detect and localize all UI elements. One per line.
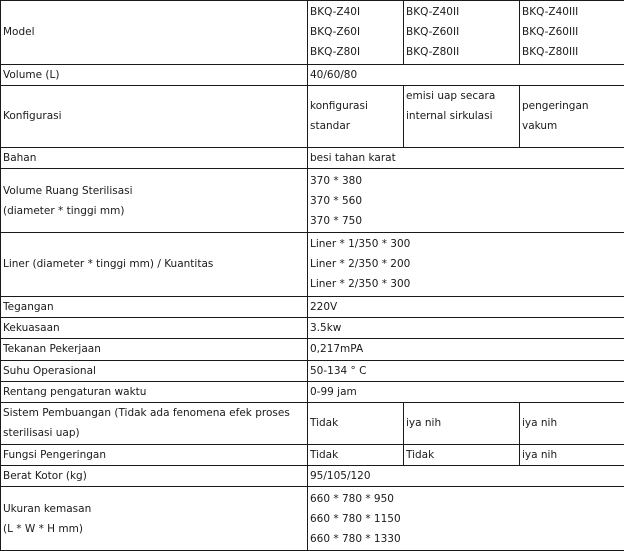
model-col2-line: BKQ-Z60II [406, 26, 460, 39]
ruang-value: 370 * 560 [310, 194, 363, 207]
ruang-label-line: (diameter * tinggi mm) [3, 204, 125, 217]
pembuangan-label-text: Sistem Pembuangan (Tidak ada fenomena efek proses sterilisasi uap) [3, 407, 290, 440]
konfigurasi-label: Konfigurasi [1, 86, 308, 148]
row-tegangan [1, 296, 624, 317]
model-col3 [520, 1, 624, 65]
row-pengeringan [1, 444, 624, 465]
kekuasaan-value: 3.5kw [308, 317, 624, 338]
row-model [1, 1, 624, 65]
model-col1-line: BKQ-Z60I [310, 26, 361, 39]
row-bahan [1, 147, 624, 168]
konfigurasi-col1-text: konfigurasi standar [310, 100, 368, 133]
row-volume [1, 64, 624, 85]
liner-value: Liner * 1/350 * 300 [310, 238, 411, 251]
suhu-label: Suhu Operasional [1, 360, 308, 381]
konfigurasi-col3-text: pengeringan vakum [522, 100, 589, 133]
pembuangan-col2: iya nih [404, 403, 520, 445]
berat-value: 95/105/120 [308, 465, 624, 486]
kekuasaan-label: Kekuasaan [1, 317, 308, 338]
pembuangan-label [1, 403, 308, 445]
rentang-label: Rentang pengaturan waktu [1, 381, 308, 402]
bahan-label: Bahan [1, 147, 308, 168]
liner-value: Liner * 2/350 * 300 [310, 278, 411, 291]
konfigurasi-col3 [520, 86, 624, 148]
pengeringan-col3: iya nih [520, 444, 624, 465]
tekanan-value: 0,217mPA [308, 339, 624, 360]
tegangan-value: 220V [308, 296, 624, 317]
liner-values [308, 232, 624, 296]
pembuangan-col3: iya nih [520, 403, 624, 445]
konfigurasi-col2-text: emisi uap secara internal sirkulasi [406, 90, 496, 123]
row-suhu [1, 360, 624, 381]
liner-label: Liner (diameter * tinggi mm) / Kuantitas [1, 232, 308, 296]
model-col3-line: BKQ-Z60III [522, 26, 579, 39]
model-col3-line: BKQ-Z80III [522, 46, 579, 59]
ukuran-value: 660 * 780 * 1330 [310, 532, 401, 545]
rentang-value: 0-99 jam [308, 381, 624, 402]
volume-label: Volume (L) [1, 64, 308, 85]
row-rentang [1, 381, 624, 402]
volume-value: 40/60/80 [308, 64, 624, 85]
row-konfigurasi [1, 86, 624, 148]
model-col3-line: BKQ-Z40III [522, 6, 579, 19]
ruang-value: 370 * 750 [310, 214, 363, 227]
ruang-values [308, 169, 624, 233]
pengeringan-label: Fungsi Pengeringan [1, 444, 308, 465]
ruang-label [1, 169, 308, 233]
ukuran-label-line: Ukuran kemasan [3, 502, 92, 515]
row-pembuangan [1, 403, 624, 445]
row-berat [1, 465, 624, 486]
model-label: Model [1, 1, 308, 65]
pembuangan-col1: Tidak [308, 403, 404, 445]
row-liner [1, 232, 624, 296]
ruang-value: 370 * 380 [310, 174, 363, 187]
ukuran-values [308, 487, 624, 551]
bahan-value: besi tahan karat [308, 147, 624, 168]
row-ukuran [1, 487, 624, 551]
row-ruang [1, 169, 624, 233]
row-kekuasaan [1, 317, 624, 338]
ruang-label-line: Volume Ruang Sterilisasi [3, 184, 133, 197]
konfigurasi-col1 [308, 86, 404, 148]
tegangan-label: Tegangan [1, 296, 308, 317]
model-col2-line: BKQ-Z40II [406, 6, 460, 19]
berat-label: Berat Kotor (kg) [1, 465, 308, 486]
ukuran-label-line: (L * W * H mm) [3, 522, 83, 535]
pengeringan-col1: Tidak [308, 444, 404, 465]
pengeringan-col2: Tidak [404, 444, 520, 465]
suhu-value: 50-134 ° C [308, 360, 624, 381]
liner-value: Liner * 2/350 * 200 [310, 258, 411, 271]
ukuran-value: 660 * 780 * 1150 [310, 512, 401, 525]
model-col1-line: BKQ-Z80I [310, 46, 361, 59]
konfigurasi-col2 [404, 86, 520, 148]
model-col2-line: BKQ-Z80II [406, 46, 460, 59]
model-col1-line: BKQ-Z40I [310, 6, 361, 19]
model-col2 [404, 1, 520, 65]
model-col1 [308, 1, 404, 65]
tekanan-label: Tekanan Pekerjaan [1, 339, 308, 360]
ukuran-label [1, 487, 308, 551]
row-tekanan [1, 339, 624, 360]
ukuran-value: 660 * 780 * 950 [310, 492, 394, 505]
